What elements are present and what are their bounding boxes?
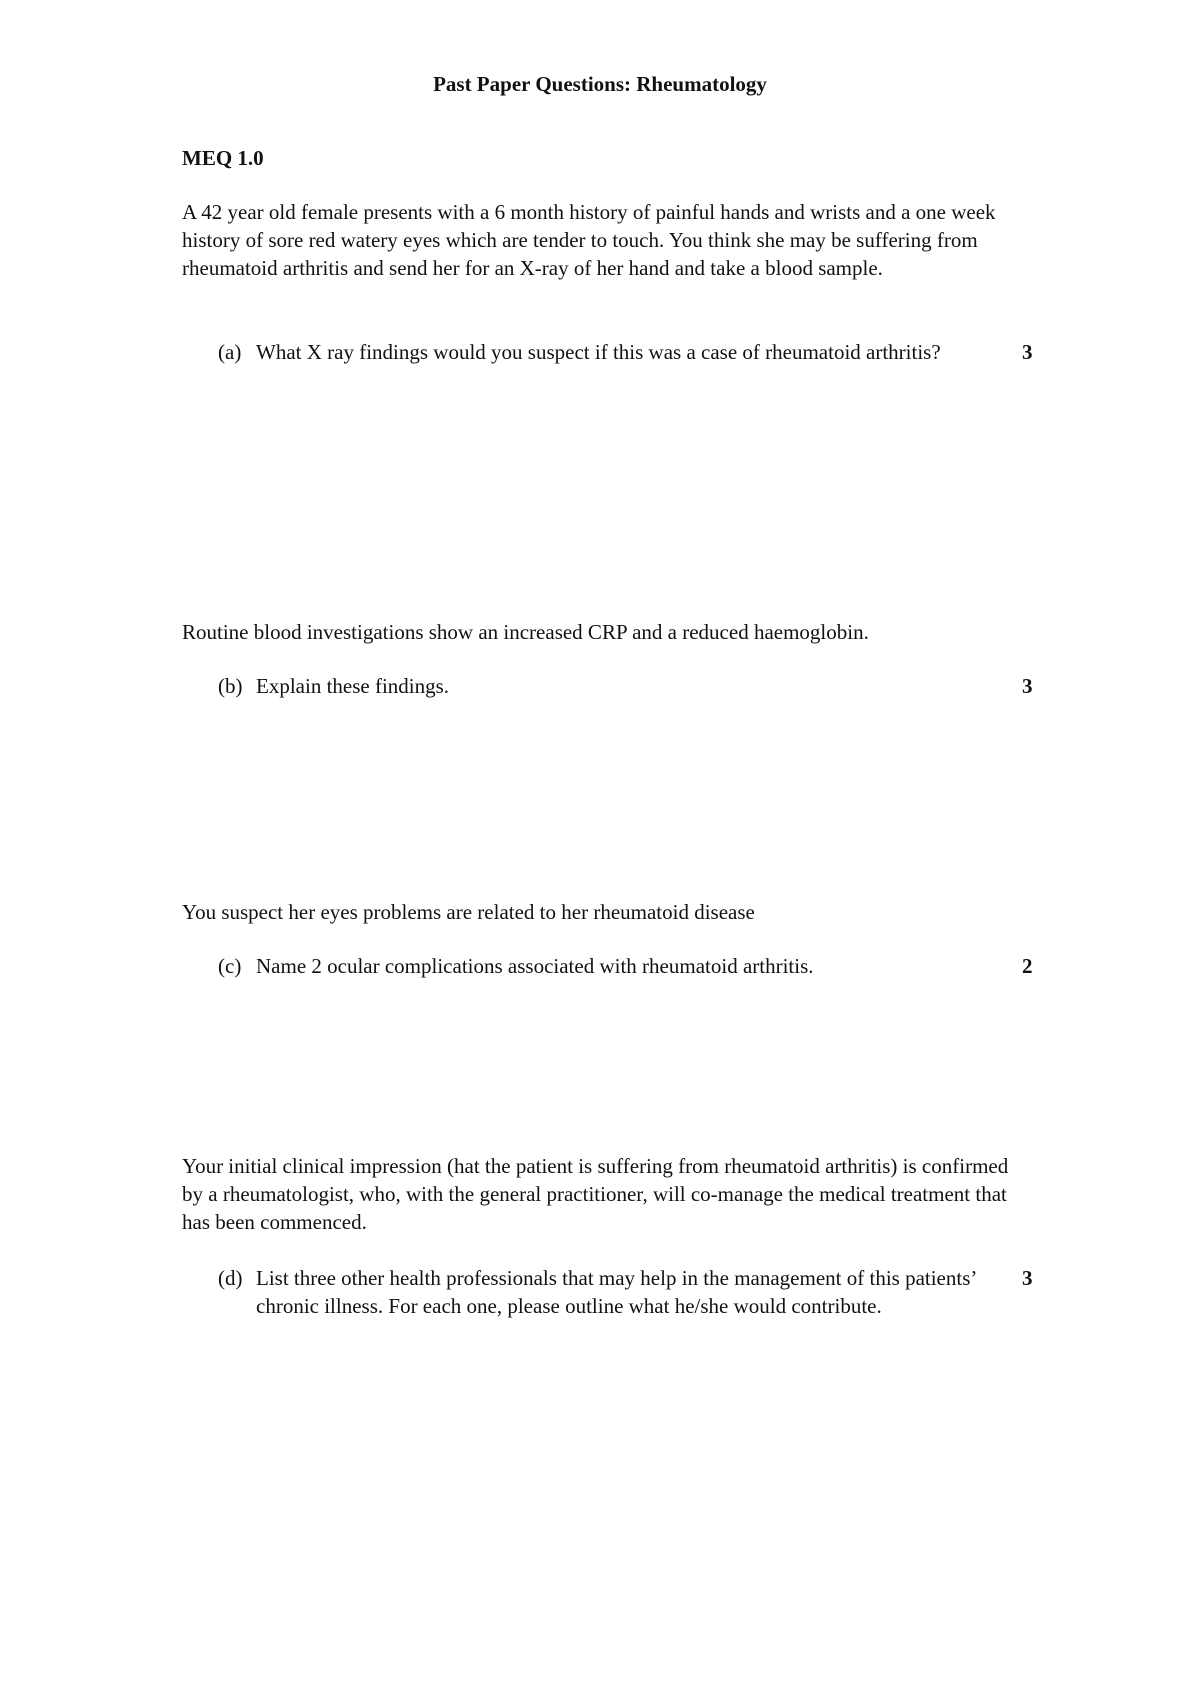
question-b-marks: 3 <box>1022 674 1033 698</box>
question-a-marks: 3 <box>1022 340 1033 364</box>
question-c-text: Name 2 ocular complications associated with rheumatoid arthritis. <box>256 954 814 978</box>
question-c-marks: 2 <box>1022 954 1033 978</box>
question-d-letter: (d) <box>218 1266 243 1290</box>
context-d-paragraph: Your initial clinical impression (hat the patient is suffering from rheumatoid arthritis) is confirmed by a rheumatologist, who, with the general practitioner, will co-manage the medical treatment that has been commenced. <box>182 1154 1009 1234</box>
question-b-letter: (b) <box>218 674 243 698</box>
question-c-letter: (c) <box>218 954 242 978</box>
question-d-marks: 3 <box>1022 1266 1033 1290</box>
question-d <box>218 1264 1018 1320</box>
question-d-text: List three other health professionals that may help in the management of this patients’ chronic illness. For each one, please outline what he/she would contribute. <box>256 1266 976 1318</box>
question-a <box>218 338 1018 366</box>
context-b-paragraph: Routine blood investigations show an increased CRP and a reduced haemoglobin. <box>182 620 869 644</box>
question-b <box>218 672 1018 700</box>
question-b-text: Explain these findings. <box>256 674 450 698</box>
page-title: Past Paper Questions: Rheumatology <box>433 72 767 96</box>
intro-paragraph: A 42 year old female presents with a 6 month history of painful hands and wrists and a one week history of sore red watery eyes which are tender to touch. You think she may be suffering from rheumatoid arthritis and send her for an X-ray of her hand and take a blood sample. <box>182 200 996 280</box>
question-a-text: What X ray findings would you suspect if this was a case of rheumatoid arthritis? <box>256 340 941 364</box>
context-c-paragraph: You suspect her eyes problems are related to her rheumatoid disease <box>182 900 755 924</box>
question-a-letter: (a) <box>218 340 242 364</box>
section-label: MEQ 1.0 <box>182 146 264 170</box>
question-c <box>218 952 1018 980</box>
